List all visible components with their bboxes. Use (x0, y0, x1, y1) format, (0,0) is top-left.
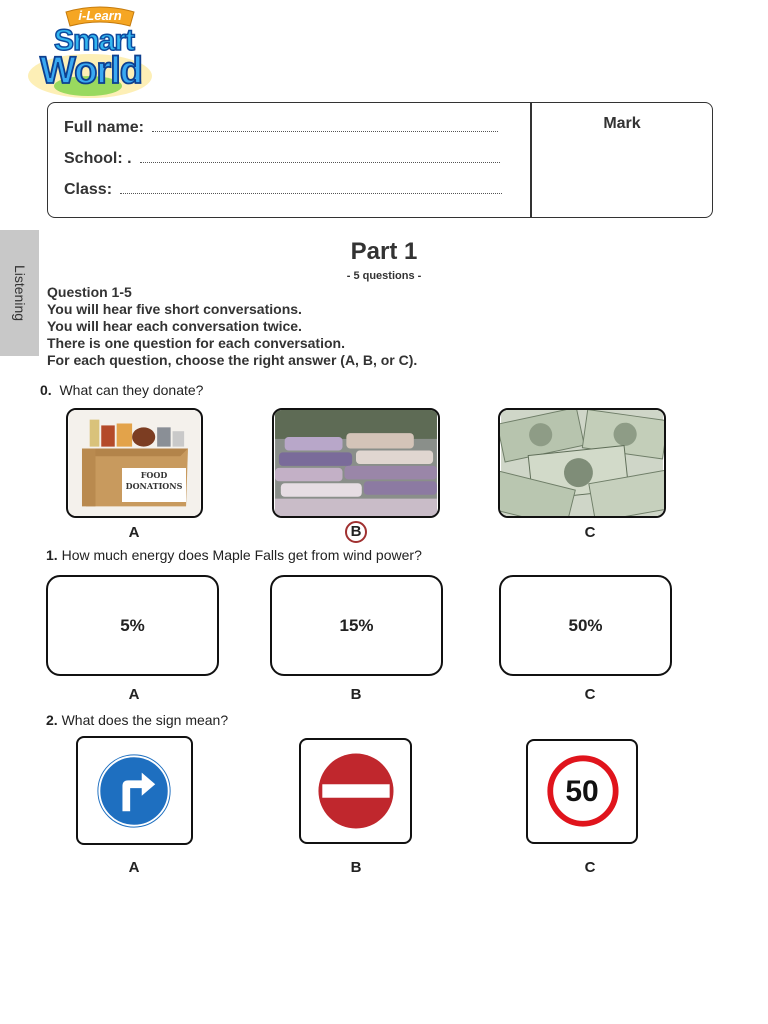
option-1b-value: 15% (339, 615, 374, 635)
option-1a[interactable] (46, 575, 219, 676)
instruction-line: Question 1-5 (47, 284, 132, 300)
question-text: What does the sign mean? (61, 712, 229, 728)
option-2a-turn-right-sign[interactable] (76, 736, 193, 845)
question-2 (46, 712, 228, 728)
school-field[interactable] (64, 150, 500, 168)
question-number: 0. (40, 382, 52, 398)
question-1 (46, 547, 422, 563)
logo-ilearn: i-Learn (78, 8, 122, 23)
instruction-line: You will hear five short conversations. (47, 301, 302, 317)
instruction-line: For each question, choose the right answer (A, B, or C). (47, 352, 418, 368)
student-info-box (47, 102, 713, 218)
option-2c-letter: C (584, 859, 596, 876)
class-line[interactable] (120, 182, 502, 194)
option-2b-no-entry-sign[interactable] (299, 738, 412, 844)
dollar-bills-image (500, 410, 664, 516)
option-0c-money[interactable] (498, 408, 666, 518)
question-text: What can they donate? (59, 382, 204, 398)
question-0 (40, 382, 203, 398)
speed-limit-value: 50 (565, 774, 599, 808)
side-tab-label: Listening (11, 264, 28, 322)
option-1c-value: 50% (568, 615, 603, 635)
no-entry-sign-icon (301, 740, 410, 842)
instructions (47, 284, 417, 369)
turn-right-sign-icon (78, 738, 191, 843)
question-number: 2. (46, 712, 58, 728)
instruction-line: You will hear each conversation twice. (47, 318, 302, 334)
logo-world: World (40, 50, 142, 92)
question-text: How much energy does Maple Falls get from wind power? (61, 547, 422, 563)
full-name-field[interactable] (64, 119, 498, 137)
piles-of-clothes-image (274, 410, 438, 516)
option-0a-food-donations[interactable] (66, 408, 203, 518)
instruction-line: There is one question for each conversation. (47, 335, 345, 351)
option-0a-letter: A (128, 524, 140, 541)
mark-label: Mark (603, 115, 641, 132)
school-label: School: . (64, 150, 132, 167)
selected-answer-circle: B (345, 521, 367, 543)
option-1b-letter: B (350, 686, 362, 703)
option-0b-letter (336, 521, 376, 543)
full-name-label: Full name: (64, 119, 145, 136)
option-1b[interactable] (270, 575, 443, 676)
option-1a-value: 5% (120, 615, 145, 635)
food-donations-caption: FOOD DONATIONS (122, 468, 186, 502)
part-title: Part 1 (350, 238, 418, 265)
logo-smart: Smart (53, 24, 135, 57)
option-1c[interactable] (499, 575, 672, 676)
option-2c-speed-limit-sign[interactable] (526, 739, 638, 844)
option-1c-letter: C (584, 686, 596, 703)
part-subtitle: - 5 questions - (346, 270, 422, 282)
class-label: Class: (64, 181, 113, 198)
option-1a-letter: A (128, 686, 140, 703)
full-name-line[interactable] (152, 120, 498, 132)
option-2b-letter: B (350, 859, 362, 876)
smart-world-logo (22, 4, 156, 100)
option-0b-clothes[interactable] (272, 408, 440, 518)
class-field[interactable] (64, 181, 502, 199)
school-line[interactable] (140, 151, 500, 163)
option-2a-letter: A (128, 859, 140, 876)
question-number: 1. (46, 547, 58, 563)
option-0c-letter: C (584, 524, 596, 541)
